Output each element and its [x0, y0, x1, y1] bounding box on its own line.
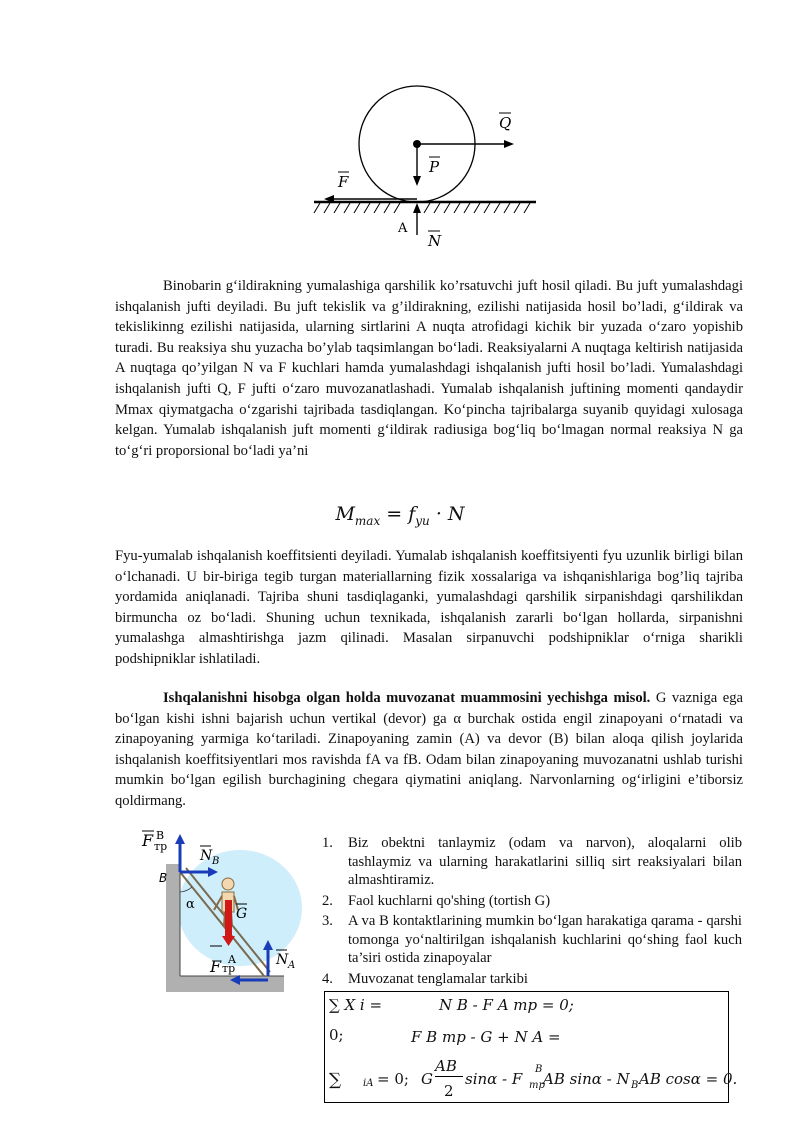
label-b: B	[159, 871, 168, 885]
step-number: 3.	[322, 913, 333, 929]
label-f: F	[338, 173, 349, 191]
paragraph-coefficient	[115, 546, 743, 670]
q-arrow-head	[504, 140, 514, 148]
n-arrow-head	[413, 203, 421, 213]
eq-line-2-right: F B тр - G + N A =	[411, 1028, 561, 1046]
formula-eq: =	[380, 503, 409, 525]
step-text: Biz obektni tanlaymiz (odam va narvon), aloqalarni olib tashlaymiz va ularning harakatlarini silliq sirt reaksiyalari bilan almashtiramiz.	[348, 835, 742, 888]
label-ftp-a-sup: A	[228, 953, 236, 966]
label-ftp-b-sup: B	[156, 829, 165, 842]
step-number: 1.	[322, 835, 333, 851]
eq-line-3-sub: iA	[363, 1078, 374, 1089]
label-q: Q	[499, 114, 512, 132]
solution-steps	[322, 834, 742, 990]
label-ftp-b: F	[142, 831, 154, 850]
step-text: Faol kuchlarni qo'shing (tortish G)	[348, 892, 551, 909]
label-a: A	[398, 221, 408, 236]
rolling-wheel-figure	[300, 75, 550, 255]
wall	[166, 864, 180, 992]
fraction-bar	[435, 1076, 463, 1077]
p-arrow-head	[413, 176, 421, 186]
paragraph-1-text: Binobarin g‘ildirakning yumalashiga qarshilik ko’rsatuvchi juft hosil qiladi. Bu juft yumalashdagi ishqalanish jufti deyiladi. Bu juft tekislik va g’ildirakning, ezilishi natijasida hosil bo’ladi, g‘ildirak va tekislikinng ezilishi natijasida, ularning sirtlarini A nuqta atrofidagi kichik bir yuzada o‘zaro yopishib turadi. Bu reaksiya shu yuzacha bo’ylab taqsimlangan bo‘ladi. Reaksiyalarni A nuqtaga keltirish natijasida A nuqtaga qo’yilgan N va F kuchlari hamda yumalashdagi ishqalanish jufti hosil bo’ladi. Yumalashdagi ishqalanish jufti Q, F jufti o‘zaro muvozanatlashadi. Yumalab ishqalanish juftining momenti qandaydir Mmax qiymatgacha o‘zgarishi tajribada tasdiqlangan. Ko‘pincha tajribalarga suyanib quyidagi xulosaga kelgan. Yumalab ishqalanish juft momenti g‘ildirak radiusiga bog‘liq bo‘lmagan normal reaksiya N ga to‘g‘ri proporsional bo‘ladi ya’ni	[115, 278, 743, 459]
eq-line-3-eq0: = 0;	[377, 1070, 409, 1088]
formula-lhs-sub: max	[354, 513, 381, 528]
eq-line-1-right: N B - F A тр = 0;	[439, 996, 574, 1014]
example-heading: Ishqalanishni hisobga olgan holda muvozanat muammosini yechishga misol.	[163, 690, 651, 706]
formula-rhs: · N	[429, 503, 465, 525]
label-n: N	[428, 232, 442, 250]
eq-line-3-end: AB cosα = 0.	[639, 1070, 738, 1088]
paragraph-2-text: Fyu-yumalab ishqalanish koeffitsienti deyiladi. Yumalab ishqalanish koeffitsiyenti fyu uzunlik birligi bilan o‘lchanadi. U bir-biriga tegib turgan materiallarning fizik xossalariga va ishqanishlariga bog’liq tajriba yordamida aniqlanadi. Tajriba shuni tasdiqlaganki, yumalashdagi qarshilik sirpanishdagi qarshilikdan birmuncha oz bo‘ladi. Shuning uchun texnikada, ishqalanish zararli bo‘lgan hollarda, sirpanishni yumalashga almashtirishga jazm qilinadi. Masalan sirpanuvchi podshipniklar o‘rniga sharikli podshipniklar ishlatiladi.	[115, 548, 743, 667]
label-na: N	[276, 952, 289, 968]
floor	[166, 976, 284, 992]
label-nb-sub: B	[212, 856, 220, 867]
paragraph-example	[115, 688, 743, 812]
formula-mmax	[0, 503, 800, 528]
step-item	[322, 834, 742, 890]
formula-f: f	[408, 503, 416, 525]
eq-line-3-frac-num: AB	[435, 1057, 457, 1075]
eq-line-3-tail: AB sinα - N	[543, 1070, 630, 1088]
step-text: Muvozanat tenglamalar tarkibi	[348, 970, 528, 987]
ground-hatching	[314, 203, 530, 213]
label-p: P	[429, 158, 440, 176]
eq-line-2-left: 0;	[329, 1026, 344, 1044]
label-ftp-b-sub: тр	[154, 840, 168, 853]
eq-line-3-sum: ∑	[329, 1070, 342, 1090]
label-alpha: α	[186, 897, 195, 912]
step-item	[322, 912, 742, 968]
step-item	[322, 970, 742, 989]
g-arrow-shaft	[225, 900, 232, 936]
eq-line-1-left: ∑ X i =	[329, 996, 383, 1014]
step-number: 2.	[322, 892, 333, 909]
label-g: G	[236, 906, 248, 922]
eq-line-3-rest-sub: тр	[529, 1080, 545, 1091]
label-na-sub: A	[288, 960, 296, 971]
eq-line-3-g: G	[421, 1070, 433, 1088]
example-text: G vazniga ega bo‘lgan kishi ishni bajarish uchun vertikal (devor) ga α burchak ostida engil zinapoyani o‘rnatadi va zinapoyaning yarmiga ko‘tariladi. Zinapoyaning zamin (A) va devor (B) bilan aloqa qilish joylarida ishqalanish koeffitsiyentlari mos ravishda fA va fB. Odam bilan zinapoyaning muvozanatni ushlab turishi mumkin bo‘lgan egilish burchagining chegara qiymatini aniqlang. Narvonlarning og‘irligini e’tiborsiz qoldirmang.	[115, 690, 743, 809]
paragraph-rolling-friction	[115, 276, 743, 461]
label-nb: N	[200, 848, 213, 864]
formula-lhs: M	[335, 503, 355, 525]
label-ftp-a: F	[210, 957, 222, 976]
eq-line-3-rest-sup: B	[535, 1064, 543, 1075]
equilibrium-equations-box	[324, 991, 738, 1103]
ladder-figure	[140, 826, 310, 996]
eq-line-3-tail-sub: B	[631, 1080, 639, 1091]
step-item	[322, 892, 742, 911]
eq-line-3-rest: sinα - F	[465, 1070, 523, 1088]
formula-f-sub: yu	[415, 513, 430, 528]
eq-line-3-frac-den: 2	[444, 1082, 454, 1100]
label-ftp-a-sub: тр	[222, 962, 236, 975]
step-text: A va B kontaktlarining mumkin bo‘lgan harakatiga qarama - qarshi tomonga yo‘naltirilgan ishqalanish kuchlarini qo‘shing faol kuch ta’siri ostida zinapoyalar	[348, 913, 742, 966]
step-number: 4.	[322, 970, 333, 987]
